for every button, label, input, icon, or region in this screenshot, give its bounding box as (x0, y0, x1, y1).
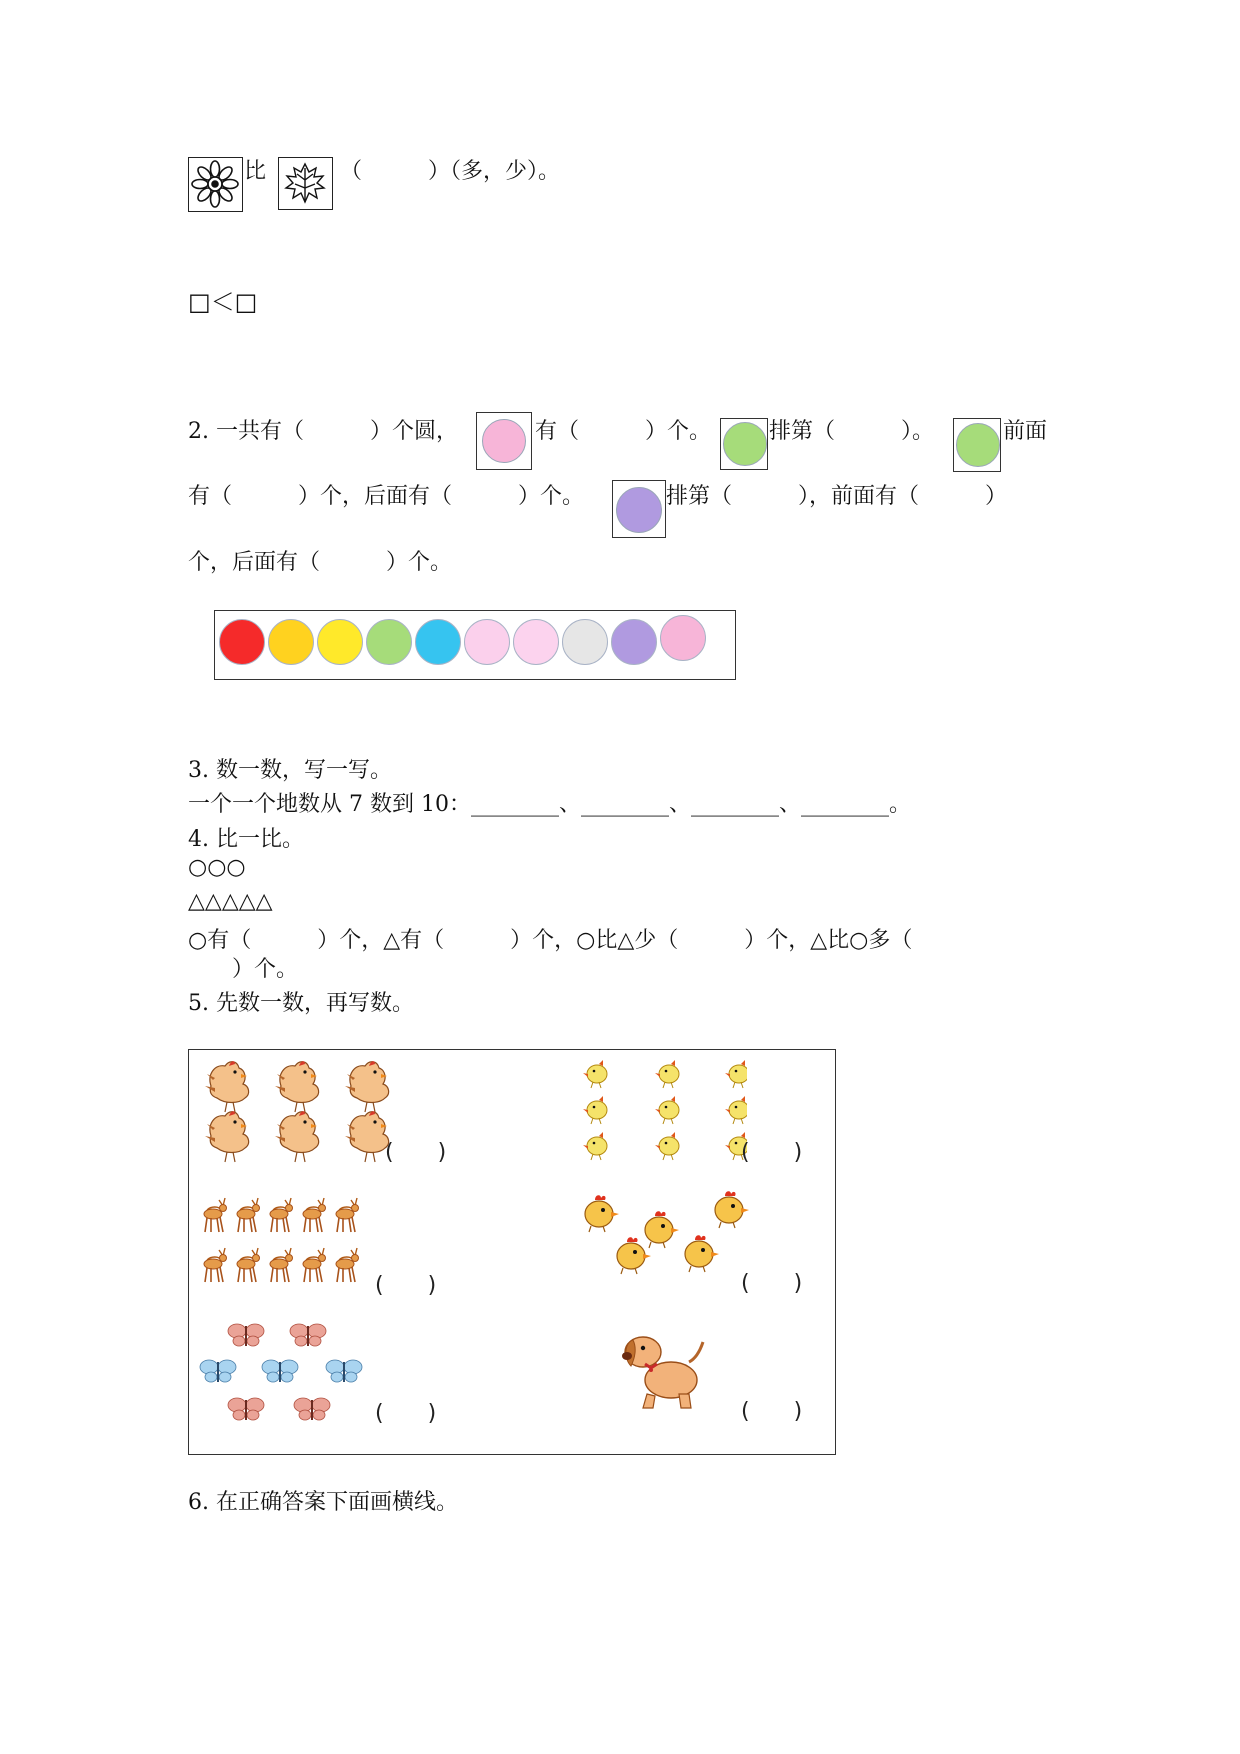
chicken-icon (581, 1186, 751, 1286)
q2-line2-a: 有（ ）个，后面有（ ）个。 (188, 484, 585, 509)
q2-line2-b: 排第（ ），前面有（ ） (666, 484, 1008, 509)
strip-circle-3 (317, 619, 363, 665)
answer-paren-hens[interactable]: ( ) (385, 1140, 447, 1165)
strip-circle-1 (219, 619, 265, 665)
answer-paren-deer[interactable]: ( ) (375, 1273, 437, 1298)
strip-circle-6 (464, 619, 510, 665)
circles-strip (214, 610, 736, 680)
butterfly-icon (199, 1320, 369, 1430)
strip-circle-2 (268, 619, 314, 665)
answer-paren-dog[interactable]: ( ) (741, 1399, 803, 1424)
q2-line1-d: 前面 (1003, 419, 1048, 444)
strip-circle-4 (366, 619, 412, 665)
strip-circle-9 (611, 619, 657, 665)
q3-title: 3. 数一数，写一写。 (188, 758, 392, 783)
q2-line1-c: 排第（ ）。 (769, 419, 935, 444)
counting-panel (188, 1049, 836, 1455)
q2-line3: 个，后面有（ ）个。 (188, 550, 453, 575)
q4-circles-row: ○○○ (188, 855, 246, 880)
dog-icon (617, 1318, 717, 1418)
answer-paren-chickens[interactable]: ( ) (741, 1271, 803, 1296)
answer-paren-butterflies[interactable]: ( ) (375, 1401, 437, 1426)
q4-triangles-row: △△△△△ (188, 889, 273, 914)
strip-circle-5 (415, 619, 461, 665)
green-circle (956, 423, 1000, 467)
green-circle-ref-2 (953, 418, 1001, 472)
q2-line1-b: 有（ ）个。 (535, 419, 712, 444)
q2-line1-a: 2. 一共有（ ）个圆， (188, 419, 458, 444)
q6-title: 6. 在正确答案下面画横线。 (188, 1490, 458, 1515)
q1-blank-text: （ ）（多，少）。 (340, 159, 561, 184)
pink-circle (482, 419, 526, 463)
compare-word: 比 (244, 159, 267, 184)
purple-circle (616, 487, 662, 533)
answer-paren-chicks[interactable]: ( ) (741, 1140, 803, 1165)
leaf-icon (278, 157, 333, 210)
purple-circle-ref (612, 480, 666, 538)
pink-circle-ref (476, 412, 532, 470)
inequality-boxes: □＜□ (188, 288, 258, 316)
q4-question-line1: ○有（ ）个，△有（ ）个，○比△少（ ）个，△比○多（ (188, 928, 913, 953)
hen-icon (195, 1056, 395, 1166)
green-circle (723, 422, 767, 466)
strip-circle-8 (562, 619, 608, 665)
sunflower-icon (188, 157, 243, 212)
chick-icon (577, 1058, 747, 1168)
strip-circle-7 (513, 619, 559, 665)
strip-circle-10 (660, 615, 706, 661)
deer-icon (199, 1190, 369, 1290)
green-circle-ref-1 (720, 418, 768, 470)
q5-title: 5. 先数一数，再写数。 (188, 991, 414, 1016)
q4-title: 4. 比一比。 (188, 827, 304, 852)
q4-question-line2: ）个。 (188, 957, 299, 982)
q3-line: 一个一个地数从 7 数到 10：________、________、________、________。 (188, 792, 911, 817)
